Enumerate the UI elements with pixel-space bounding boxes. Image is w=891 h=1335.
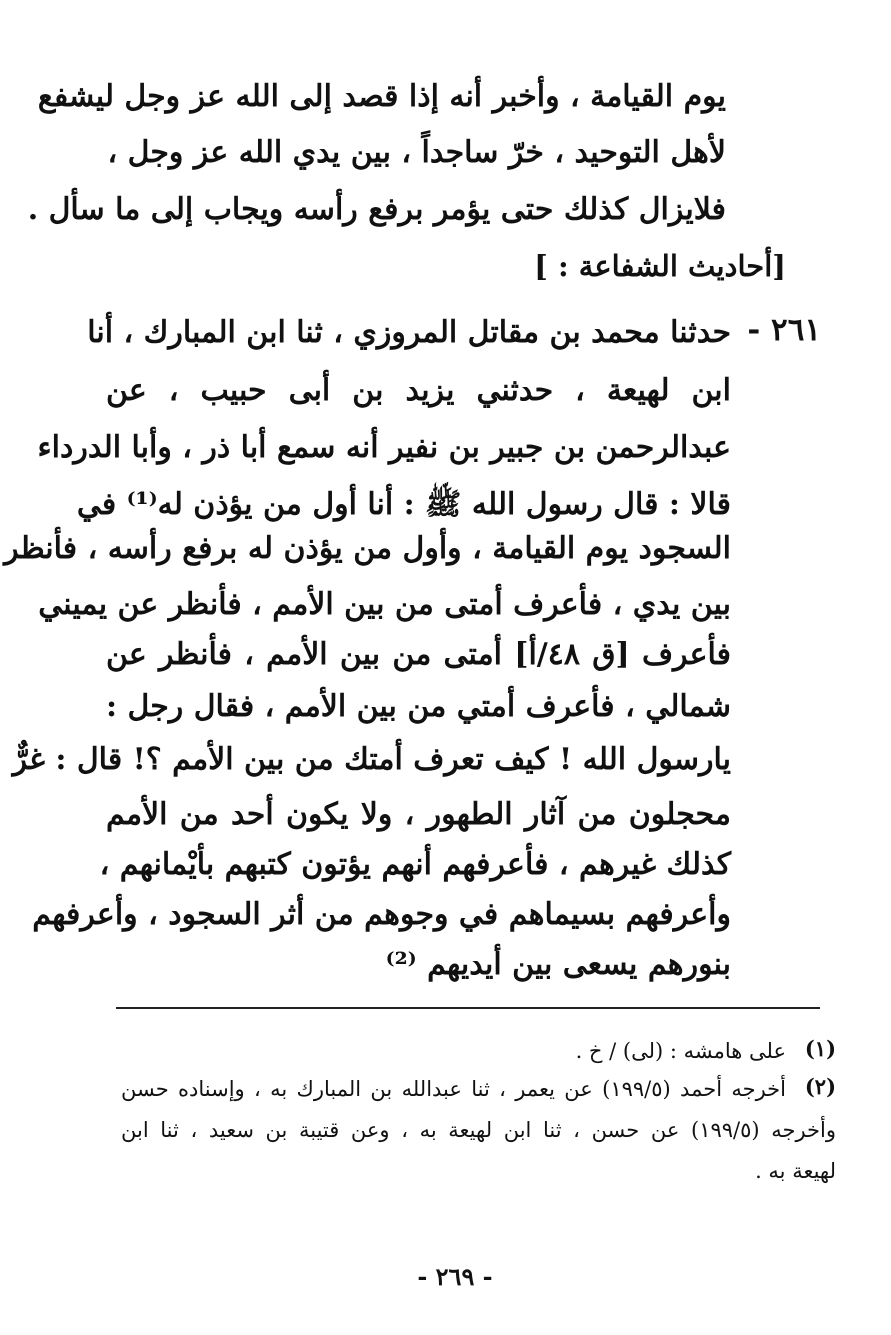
footnote-1-marker: (١) xyxy=(804,1036,836,1061)
hadith-line-9: يارسول الله ! كيف تعرف أمتك من بين الأمم ؟! قال : غرٌّ xyxy=(12,742,731,777)
footnote-2-line-2: وأخرجه (١٩٩/٥) عن حسن ، ثنا ابن لهيعة به ، وعن قتيبة بن سعيد ، ثنا ابن xyxy=(121,1118,836,1142)
page-number: - ٢٦٩ - xyxy=(417,1262,493,1291)
hadith-line-11: كذلك غيرهم ، فأعرفهم أنهم يؤتون كتبهم بأيْمانهم ، xyxy=(99,847,731,882)
hadith-line-4: قالا : قال رسول الله ﷺ : أنا أول من يؤذن له⁽¹⁾ في xyxy=(76,487,731,522)
hadith-line-13: بنورهم يسعى بين أيديهم ⁽²⁾ xyxy=(385,947,731,982)
footnote-1-text: على هامشه : (لى) / خ . xyxy=(575,1039,786,1063)
hadith-line-5: السجود يوم القيامة ، وأول من يؤذن له برفع رأسه ، فأنظر xyxy=(4,531,731,566)
intro-line-1: يوم القيامة ، وأخبر أنه إذا قصد إلى الله عز وجل ليشفع xyxy=(37,79,726,114)
intro-line-3: فلايزال كذلك حتى يؤمر برفع رأسه ويجاب إلى ما سأل . xyxy=(27,192,726,227)
hadith-line-2: ابن لهيعة ، حدثني يزيد بن أبى حبيب ، عن xyxy=(106,373,731,408)
hadith-line-6: بين يدي ، فأعرف أمتى من بين الأمم ، فأنظر عن يميني xyxy=(38,587,731,622)
footnote-separator xyxy=(116,1007,820,1009)
hadith-line-12: وأعرفهم بسيماهم في وجوهم من أثر السجود ، وأعرفهم xyxy=(32,897,731,932)
section-heading: [أحاديث الشفاعة : ] xyxy=(534,249,786,283)
hadith-line-1: حدثنا محمد بن مقاتل المروزي ، ثنا ابن المبارك ، أنا xyxy=(87,315,731,350)
hadith-line-3: عبدالرحمن بن جبير بن نفير أنه سمع أبا ذر ، وأبا الدرداء xyxy=(37,430,731,465)
footnote-2-line-3: لهيعة به . xyxy=(755,1159,836,1183)
hadith-line-10: محجلون من آثار الطهور ، ولا يكون أحد من الأمم xyxy=(106,797,731,832)
footnote-2-line-1: أخرجه أحمد (١٩٩/٥) عن يعمر ، ثنا عبدالله بن المبارك به ، وإسناده حسن xyxy=(121,1077,786,1101)
intro-line-2: لأهل التوحيد ، خرّ ساجداً ، بين يدي الله عز وجل ، xyxy=(107,135,726,170)
hadith-number: ٢٦١ - xyxy=(747,312,821,348)
hadith-line-7: فأعرف [ق ٤٨/أ] أمتى من بين الأمم ، فأنظر عن xyxy=(106,637,731,672)
footnote-2-marker: (٢) xyxy=(804,1074,836,1099)
hadith-line-8: شمالي ، فأعرف أمتي من بين الأمم ، فقال رجل : xyxy=(106,689,731,724)
